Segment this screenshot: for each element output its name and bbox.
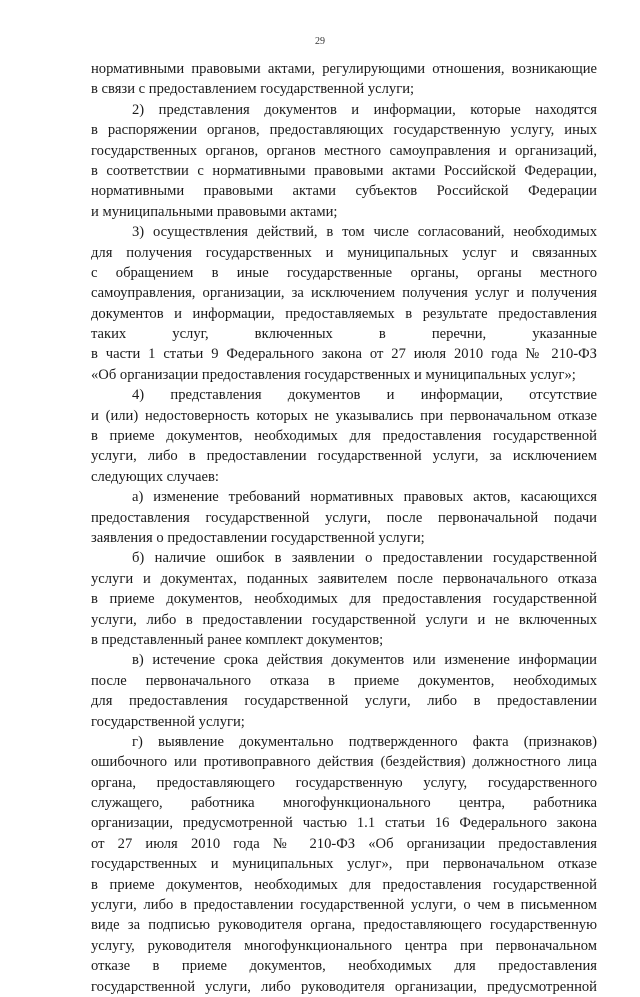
- text-line: от 27 июля 2010 года № 210-ФЗ «Об организации предоставления: [91, 835, 597, 852]
- text-line: услугу, руководителя многофункционального центра при первоначальном: [91, 937, 597, 954]
- text-line: а) изменение требований нормативных правовых актов, касающихся: [132, 489, 597, 506]
- text-line: б) наличие ошибок в заявлении о предоставлении государственной: [132, 550, 597, 567]
- text-line: ошибочного или противоправного действия (бездействия) должностного лица: [91, 754, 597, 771]
- text-line: г) выявление документально подтвержденного факта (признаков): [132, 733, 597, 750]
- text-line: в соответствии с нормативными правовыми актами Российской Федерации,: [91, 162, 597, 179]
- text-line: в связи с предоставлением государственной услуги;: [91, 81, 415, 98]
- text-line: в приеме документов, необходимых для предоставления государственной: [91, 591, 597, 608]
- text-line: государственной услуги;: [91, 713, 245, 730]
- text-line: нормативными правовыми актами, регулирующими отношения, возникающие: [91, 61, 597, 77]
- text-line: и муниципальными правовыми актами;: [91, 203, 338, 220]
- text-line: таких услуг, включенных в перечни, указанные: [91, 326, 597, 343]
- text-line: 4) представления документов и информации, отсутствие: [132, 387, 597, 404]
- page-number: 29: [315, 36, 325, 47]
- text-line: государственных органов, органов местного самоуправления и организаций,: [91, 142, 597, 159]
- text-line: организации, предусмотренной частью 1.1 статьи 16 Федерального закона: [91, 815, 597, 832]
- text-line: после первоначального отказа в приеме документов, необходимых: [91, 672, 597, 689]
- text-line: услуги, либо в предоставлении государственной услуги, за исключением: [91, 448, 597, 465]
- text-line: услуги, либо в предоставлении государственной услуги и не включенных: [91, 611, 597, 628]
- text-line: в части 1 статьи 9 Федерального закона от 27 июля 2010 года № 210-ФЗ: [91, 346, 597, 363]
- text-line: «Об организации предоставления государственных и муниципальных услуг»;: [91, 366, 576, 383]
- text-line: самоуправления, организации, за исключением получения услуг и получения: [91, 285, 597, 302]
- text-line: в) истечение срока действия документов или изменение информации: [132, 652, 597, 669]
- text-line: государственных и муниципальных услуг», при первоначальном отказе: [91, 856, 597, 873]
- text-line: для получения государственных и муниципальных услуг и связанных: [91, 244, 597, 261]
- text-line: в представленный ранее комплект документов;: [91, 631, 384, 648]
- text-line: служащего, работника многофункционального центра, работника: [91, 795, 597, 812]
- text-line: 2) представления документов и информации, которые находятся: [132, 101, 597, 118]
- text-line: предоставления государственной услуги, после первоначальной подачи: [91, 509, 597, 526]
- text-line: для предоставления государственной услуги, либо в предоставлении: [91, 693, 597, 710]
- text-line: и (или) недостоверность которых не указывались при первоначальном отказе: [91, 407, 597, 424]
- text-line: виде за подписью руководителя органа, предоставляющего государственную: [91, 917, 597, 934]
- text-line: нормативными правовыми актами субъектов Российской Федерации: [91, 183, 597, 200]
- text-line: государственной услуги, либо руководителя организации, предусмотренной: [91, 978, 597, 995]
- text-line: с обращением в иные государственные органы, органы местного: [91, 264, 597, 281]
- text-line: органа, предоставляющего государственную услугу, государственного: [91, 774, 597, 791]
- text-line: услуги, либо в предоставлении государственной услуги, о чем в письменном: [91, 897, 597, 914]
- text-line: отказе в приеме документов, необходимых для предоставления: [91, 958, 597, 975]
- document-body: [91, 59, 597, 997]
- text-line: в приеме документов, необходимых для предоставления государственной: [91, 428, 597, 445]
- text-line: в приеме документов, необходимых для предоставления государственной: [91, 876, 597, 893]
- text-line: следующих случаев:: [91, 468, 219, 485]
- text-line: заявления о предоставлении государственной услуги;: [91, 529, 425, 546]
- text-line: 3) осуществления действий, в том числе согласований, необходимых: [132, 224, 597, 241]
- text-line: услуги и документах, поданных заявителем после первоначального отказа: [91, 570, 597, 587]
- text-line: в распоряжении органов, предоставляющих государственную услугу, иных: [91, 122, 597, 139]
- text-line: документов и информации, предоставляемых в результате предоставления: [91, 305, 597, 322]
